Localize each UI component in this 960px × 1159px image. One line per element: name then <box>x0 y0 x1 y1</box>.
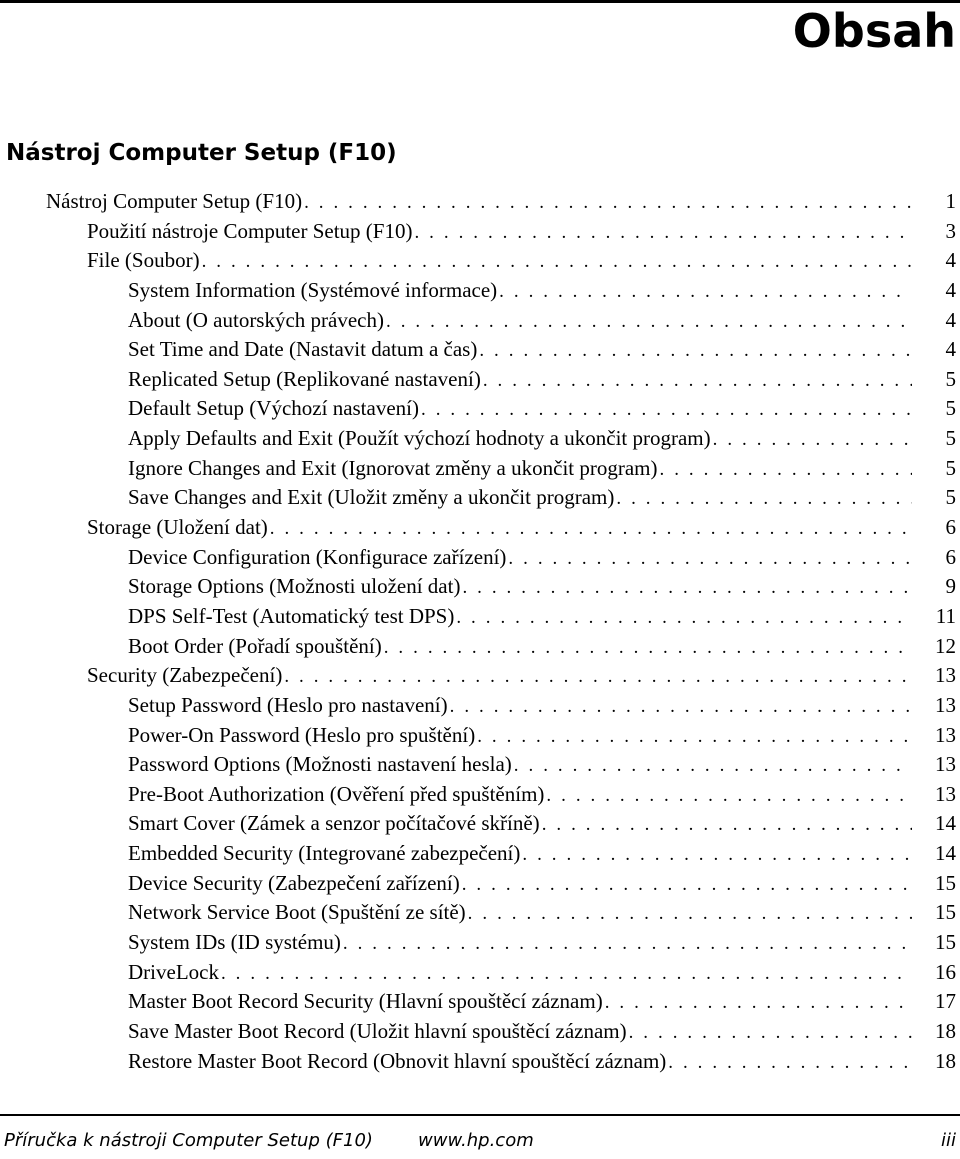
toc-dot-leader <box>462 870 912 900</box>
toc-entry[interactable] <box>0 661 960 691</box>
toc-entry-title: Default Setup (Výchozí nastavení) <box>128 396 419 421</box>
toc-entry-page: 5 <box>945 426 956 451</box>
toc-entry-title: System IDs (ID systému) <box>128 930 341 955</box>
toc-entry-page: 4 <box>945 277 956 302</box>
toc-entry[interactable] <box>0 483 960 513</box>
toc-dot-leader <box>629 1018 912 1048</box>
toc-entry[interactable] <box>0 424 960 454</box>
toc-dot-leader <box>384 633 912 663</box>
toc-dot-leader <box>477 722 912 752</box>
toc-entry-title: Storage (Uložení dat) <box>87 515 268 540</box>
toc-entry[interactable] <box>0 394 960 424</box>
toc-entry-title: Security (Zabezpečení) <box>87 663 283 688</box>
toc-dot-leader <box>605 988 912 1018</box>
toc-entry[interactable] <box>0 335 960 365</box>
toc-entry-title: Restore Master Boot Record (Obnovit hlavní spouštěcí záznam) <box>128 1048 667 1073</box>
toc-entry-page: 4 <box>945 248 956 273</box>
toc-dot-leader <box>343 929 912 959</box>
toc-entry-page: 13 <box>935 692 956 717</box>
toc-entry[interactable] <box>0 958 960 988</box>
toc-entry-page: 13 <box>935 781 956 806</box>
toc-entry[interactable] <box>0 632 960 662</box>
toc-entry-page: 6 <box>945 544 956 569</box>
footer-page-number: iii <box>940 1130 956 1151</box>
toc-dot-leader <box>546 781 912 811</box>
toc-dot-leader <box>713 425 912 455</box>
footer-manual-title: Příručka k nástroji Computer Setup (F10) <box>4 1130 373 1151</box>
toc-entry-title: Storage Options (Možnosti uložení dat) <box>128 574 461 599</box>
toc-dot-leader <box>616 484 912 514</box>
toc-entry[interactable] <box>0 750 960 780</box>
toc-dot-leader <box>284 662 912 692</box>
toc-entry-title: Použití nástroje Computer Setup (F10) <box>87 218 413 243</box>
toc-entry[interactable] <box>0 839 960 869</box>
page-footer <box>0 1130 960 1156</box>
toc-dot-leader <box>522 840 912 870</box>
toc-entry-title: System Information (Systémové informace) <box>128 277 498 302</box>
toc-dot-leader <box>450 692 912 722</box>
toc-dot-leader <box>456 603 912 633</box>
toc-entry[interactable] <box>0 572 960 602</box>
toc-entry-title: Master Boot Record Security (Hlavní spouštěcí záznam) <box>128 989 603 1014</box>
toc-dot-leader <box>386 307 912 337</box>
toc-entry[interactable] <box>0 721 960 751</box>
toc-entry-page: 9 <box>945 574 956 599</box>
toc-entry[interactable] <box>0 217 960 247</box>
toc-dot-leader <box>202 247 912 277</box>
footer-rule <box>0 1114 960 1116</box>
toc-entry[interactable] <box>0 869 960 899</box>
toc-dot-leader <box>508 544 912 574</box>
toc-entry[interactable] <box>0 602 960 632</box>
toc-entry[interactable] <box>0 898 960 928</box>
toc-entry-title: Save Changes and Exit (Uložit změny a ukončit program) <box>128 485 615 510</box>
toc-entry[interactable] <box>0 187 960 217</box>
toc-entry-page: 13 <box>935 722 956 747</box>
toc-entry-page: 15 <box>935 930 956 955</box>
toc-entry-title: Password Options (Možnosti nastavení hesla) <box>128 752 512 777</box>
toc-dot-leader <box>514 751 912 781</box>
toc-entry-page: 5 <box>945 366 956 391</box>
toc-entry-page: 14 <box>935 841 956 866</box>
toc-entry-page: 5 <box>945 455 956 480</box>
page-title: Obsah <box>792 4 956 58</box>
toc-entry-page: 3 <box>945 218 956 243</box>
toc-dot-leader <box>421 395 912 425</box>
toc-entry-title: Apply Defaults and Exit (Použít výchozí hodnoty a ukončit program) <box>128 426 711 451</box>
toc-dot-leader <box>462 573 912 603</box>
toc-dot-leader <box>468 899 912 929</box>
toc-entry-title: Ignore Changes and Exit (Ignorovat změny a ukončit program) <box>128 455 658 480</box>
footer-url: www.hp.com <box>418 1130 534 1151</box>
toc-entry-page: 18 <box>935 1048 956 1073</box>
toc-entry[interactable] <box>0 513 960 543</box>
toc-entry-page: 13 <box>935 752 956 777</box>
toc-entry-title: File (Soubor) <box>87 248 200 273</box>
toc-entry[interactable] <box>0 543 960 573</box>
toc-entry[interactable] <box>0 306 960 336</box>
toc-entry[interactable] <box>0 691 960 721</box>
toc-entry-title: Smart Cover (Zámek a senzor počítačové skříně) <box>128 811 540 836</box>
toc-dot-leader <box>221 959 912 989</box>
toc-entry-page: 6 <box>945 515 956 540</box>
toc-entry-title: Device Security (Zabezpečení zařízení) <box>128 870 460 895</box>
toc-entry-title: DriveLock <box>128 959 219 984</box>
section-heading: Nástroj Computer Setup (F10) <box>6 140 397 166</box>
toc-entry-page: 11 <box>935 603 956 628</box>
toc-entry-page: 5 <box>945 396 956 421</box>
toc-dot-leader <box>660 455 912 485</box>
toc-entry[interactable] <box>0 809 960 839</box>
toc-entry-title: Device Configuration (Konfigurace zařízení) <box>128 544 507 569</box>
toc-dot-leader <box>304 188 912 218</box>
toc-entry-page: 4 <box>945 337 956 362</box>
toc-dot-leader <box>483 366 912 396</box>
toc-entry-page: 18 <box>935 1018 956 1043</box>
toc-entry[interactable] <box>0 454 960 484</box>
toc-entry-page: 13 <box>935 663 956 688</box>
toc-entry-page: 4 <box>945 307 956 332</box>
toc-entry-title: Setup Password (Heslo pro nastavení) <box>128 692 448 717</box>
toc-entry-page: 15 <box>935 870 956 895</box>
toc-entry[interactable] <box>0 928 960 958</box>
toc-entry-page: 17 <box>935 989 956 1014</box>
table-of-contents <box>0 187 960 1076</box>
toc-dot-leader <box>668 1048 912 1078</box>
toc-entry-title: About (O autorských právech) <box>128 307 384 332</box>
toc-entry[interactable] <box>0 1017 960 1047</box>
toc-entry[interactable] <box>0 780 960 810</box>
toc-dot-leader <box>542 810 912 840</box>
toc-dot-leader <box>270 514 912 544</box>
toc-entry-title: Power-On Password (Heslo pro spuštění) <box>128 722 476 747</box>
toc-entry-title: Pre-Boot Authorization (Ověření před spuštěním) <box>128 781 545 806</box>
toc-entry-title: Save Master Boot Record (Uložit hlavní spouštěcí záznam) <box>128 1018 627 1043</box>
toc-entry-title: Boot Order (Pořadí spouštění) <box>128 633 382 658</box>
toc-entry-title: Nástroj Computer Setup (F10) <box>46 189 303 213</box>
toc-entry-title: Replicated Setup (Replikované nastavení) <box>128 366 481 391</box>
toc-entry-title: Set Time and Date (Nastavit datum a čas) <box>128 337 478 362</box>
toc-entry-page: 16 <box>935 959 956 984</box>
top-rule <box>0 0 960 3</box>
toc-entry-page: 12 <box>935 633 956 658</box>
toc-entry[interactable] <box>0 365 960 395</box>
toc-entry-page: 15 <box>935 900 956 925</box>
toc-dot-leader <box>499 277 912 307</box>
toc-entry[interactable] <box>0 276 960 306</box>
toc-entry-title: Embedded Security (Integrované zabezpečení) <box>128 841 521 866</box>
toc-entry[interactable] <box>0 1047 960 1077</box>
toc-dot-leader <box>414 218 912 248</box>
toc-entry-title: Network Service Boot (Spuštění ze sítě) <box>128 900 466 925</box>
toc-entry[interactable] <box>0 987 960 1017</box>
toc-entry-title: DPS Self-Test (Automatický test DPS) <box>128 603 455 628</box>
toc-entry-page: 1 <box>945 189 956 213</box>
toc-entry-page: 14 <box>935 811 956 836</box>
toc-dot-leader <box>479 336 912 366</box>
toc-entry-page: 5 <box>945 485 956 510</box>
toc-entry[interactable] <box>0 246 960 276</box>
